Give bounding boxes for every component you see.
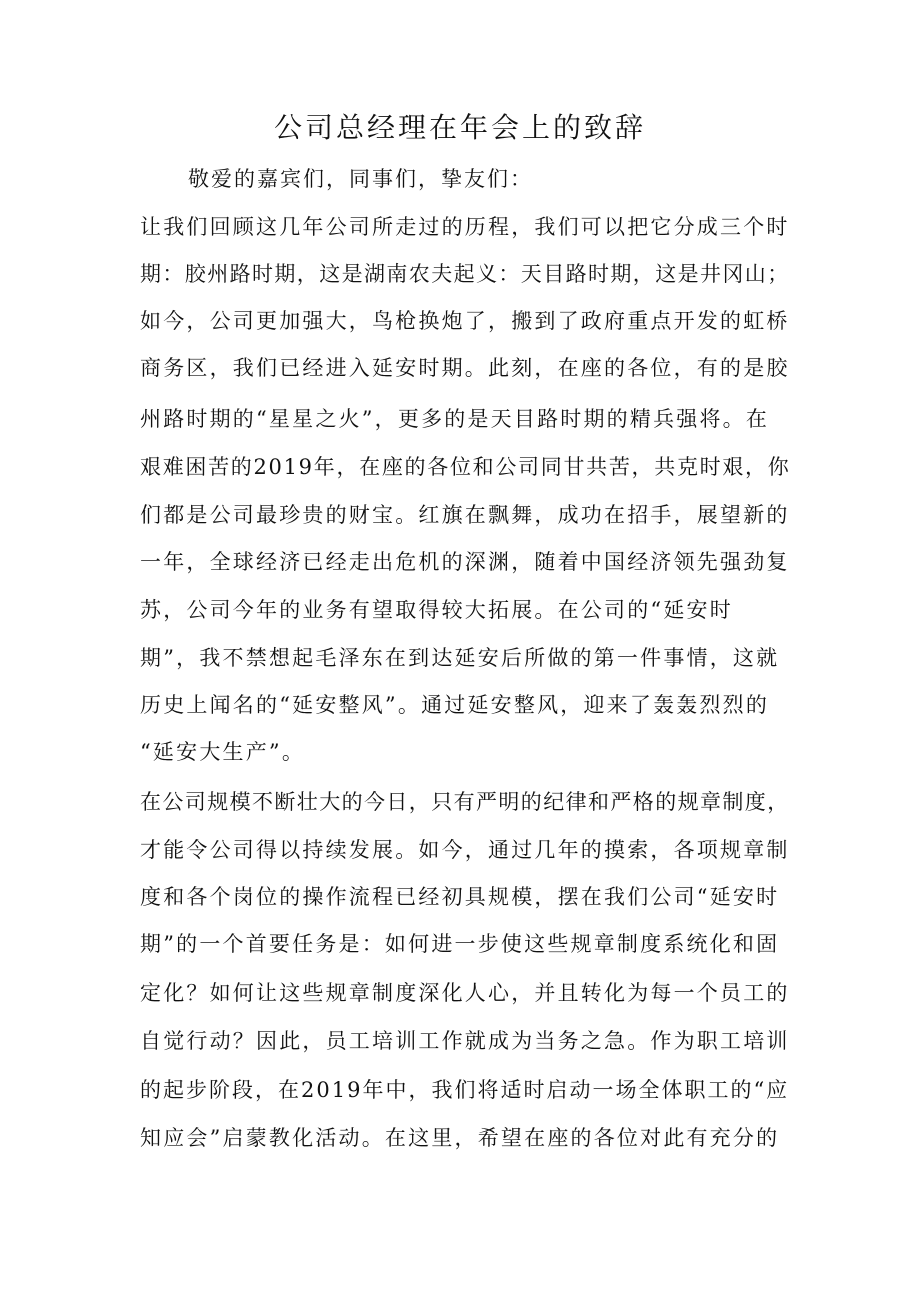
paragraph-line: 艰难困苦的2019年，在座的各位和公司同甘共苦，共克时艰，你: [140, 455, 791, 479]
paragraph-line: 期”，我不禁想起毛泽东在到达延安后所做的第一件事情，这就: [140, 646, 780, 670]
paragraph-line: 一年，全球经济已经走出危机的深渊，随着中国经济领先强劲复: [140, 550, 790, 574]
paragraph-line: 让我们回顾这几年公司所走过的历程，我们可以把它分成三个时: [140, 215, 790, 239]
paragraph-line: 的起步阶段，在2019年中，我们将适时启动一场全体职工的“应: [140, 1078, 790, 1102]
paragraph-line: 苏，公司今年的业务有望取得较大拓展。在公司的“延安时: [140, 598, 733, 622]
greeting-line: 敬爱的嘉宾们，同事们，挚友们：: [188, 167, 533, 191]
paragraph-line: 自觉行动？因此，员工培训工作就成为当务之急。作为职工培训: [140, 1029, 790, 1053]
document-title: 公司总经理在年会上的致辞: [273, 111, 646, 144]
paragraph-line: 度和各个岗位的操作流程已经初具规模，摆在我们公司“延安时: [140, 885, 780, 909]
paragraph-line: 才能令公司得以持续发展。如今，通过几年的摸索，各项规章制: [140, 838, 790, 862]
paragraph-line: 们都是公司最珍贵的财宝。红旗在飘舞，成功在招手，展望新的: [140, 503, 790, 527]
paragraph-line: “延安大生产”。: [140, 740, 306, 764]
paragraph-line: 州路时期的“星星之火”，更多的是天目路时期的精兵强将。在: [140, 407, 770, 431]
paragraph-line: 期”的一个首要任务是：如何进一步使这些规章制度系统化和固: [140, 932, 780, 956]
paragraph-line: 期：胶州路时期，这是湖南农夫起义：天目路时期，这是井冈山；: [140, 262, 790, 286]
paragraph-line: 商务区，我们已经进入延安时期。此刻，在座的各位，有的是胶: [140, 356, 790, 380]
paragraph-line: 定化？如何让这些规章制度深化人心，并且转化为每一个员工的: [140, 981, 790, 1005]
paragraph-line: 如今，公司更加强大，鸟枪换炮了，搬到了政府重点开发的虹桥: [140, 309, 790, 333]
paragraph-line: 在公司规模不断壮大的今日，只有严明的纪律和严格的规章制度，: [140, 790, 790, 814]
paragraph-line: 知应会”启蒙教化活动。在这里，希望在座的各位对此有充分的: [140, 1126, 780, 1150]
paragraph-line: 历史上闻名的“延安整风”。通过延安整风，迎来了轰轰烈烈的: [140, 693, 770, 717]
